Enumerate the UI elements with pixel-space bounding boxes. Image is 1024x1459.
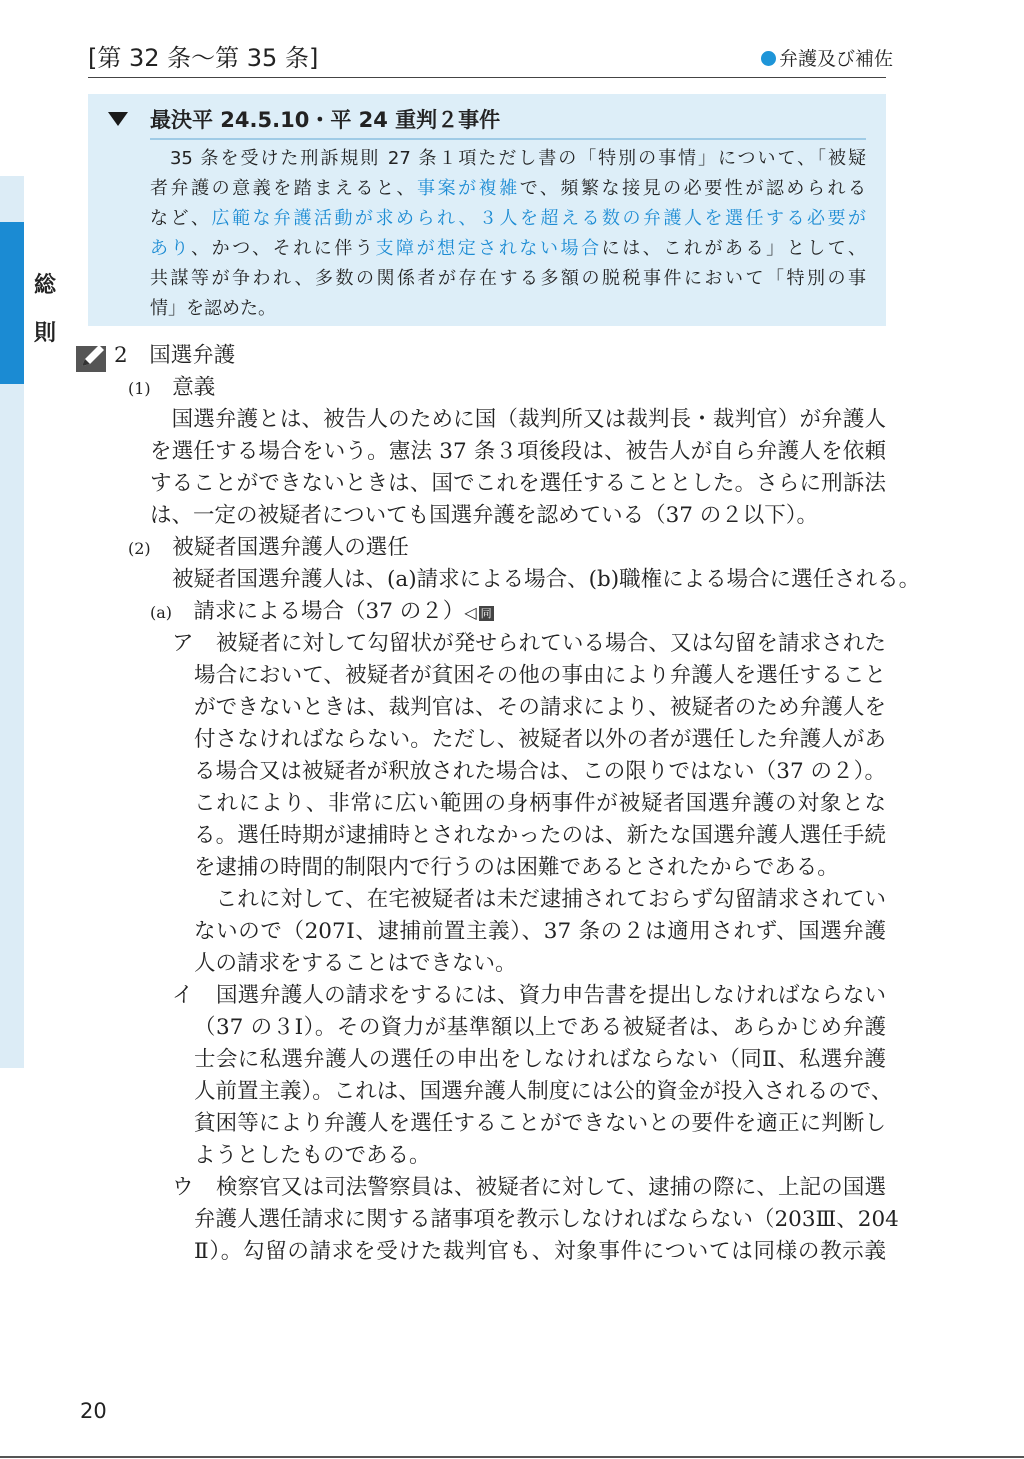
paragraph-line: 国選弁護とは、被告人のために国（裁判所又は裁判長・裁判官）が弁護人: [150, 407, 886, 432]
paragraph-line: ができないときは、裁判官は、その請求により、被疑者のため弁護人を: [194, 695, 886, 720]
paragraph-line: る場合又は被疑者が釈放された場合は、この限りではない（37 の２）。: [194, 759, 886, 784]
case-text: 共謀等が争われ、多数の関係者が存在する多額の脱税事件において「特別の事: [150, 268, 866, 289]
case-highlight-text: 事案が複雑: [417, 178, 520, 199]
section-title: 国選弁護: [149, 343, 236, 368]
subsection-a-heading: [150, 596, 494, 629]
paragraph-line: することができないときは、国でこれを選任することとした。さらに刑訴法: [150, 471, 886, 496]
section-reference: [第 32 条〜第 35 条]: [88, 44, 319, 72]
subsection-2-title: 被疑者国選弁護人の選任: [172, 535, 409, 560]
subsection-a-label: (a): [150, 603, 173, 622]
paragraph-line: を逮捕の時間的制限内で行うのは困難であるとされたからである。: [194, 855, 839, 880]
case-line: [150, 234, 866, 264]
side-tab-label: [28, 262, 62, 358]
case-title-underline: [150, 138, 866, 140]
paragraph-line: これに対して、在宅被疑者は未だ逮捕されておらず勾留請求されてい: [194, 887, 886, 912]
case-text: 、かつ、それに伴う: [191, 238, 376, 259]
topic-dot-icon: [761, 51, 776, 66]
case-text: 35 条を受けた刑訴規則 27 条１項ただし書の「特別の事情」について、「被疑: [150, 148, 866, 169]
paragraph-line: 人前置主義）。これは、国選弁護人制度には公的資金が投入されるので、: [194, 1079, 893, 1104]
subsection-1-label: (1): [128, 379, 151, 398]
paragraph-line: る。選任時期が逮捕時とされなかったのは、新たな国選弁護人選任手続: [194, 823, 886, 848]
paragraph-line: 貧困等により弁護人を選任することができないとの要件を適正に判断し: [194, 1111, 886, 1136]
case-line: [150, 144, 866, 174]
section-heading: [114, 340, 235, 372]
item-i-first-line: 国選弁護人の請求をするには、資力申告書を提出しなければならない: [216, 983, 886, 1008]
case-line: [150, 174, 866, 204]
topic-label: [761, 44, 893, 74]
item-a-marker: ア: [172, 631, 194, 656]
mark-arrow-icon: ◁: [464, 603, 477, 622]
paragraph-line: は、一定の被疑者についても国選弁護を認めている（37 の２以下）。: [150, 503, 819, 528]
paragraph-line: 付さなければならない。ただし、被疑者以外の者が選任した弁護人があ: [194, 727, 886, 752]
header-divider: [88, 77, 886, 78]
paragraph-line: 被疑者国選弁護人は、(a)請求による場合、(b)職権による場合に選任される。: [172, 567, 921, 592]
paragraph-line: 弁護人選任請求に関する諸事項を教示しなければならない（203Ⅲ、204: [194, 1207, 899, 1232]
paragraph-line: ないので（207Ⅰ、逮捕前置主義）、37 条の２は適用されず、国選弁護: [194, 919, 886, 944]
paragraph-line: を選任する場合をいう。憲法 37 条３項後段は、被告人が自ら弁護人を依頼: [150, 439, 886, 464]
subsection-1-title: 意義: [172, 375, 216, 400]
pencil-note-icon: [76, 342, 106, 372]
case-text: 情」を認めた。: [150, 298, 276, 319]
paragraph-line: ようとしたものである。: [194, 1143, 431, 1168]
triangle-down-icon: [108, 112, 128, 126]
side-tab-char: 則: [33, 321, 56, 346]
paragraph-line: Ⅱ）。勾留の請求を受けた裁判官も、対象事件については同様の教示義: [194, 1239, 886, 1264]
paragraph-line: 場合において、被疑者が貧困その他の事由により弁護人を選任すること: [194, 663, 886, 688]
item-u-first-line: 検察官又は司法警察員は、被疑者に対して、逮捕の際に、上記の国選: [216, 1175, 886, 1200]
bottom-border: [0, 1456, 1024, 1458]
subsection-2-heading: [128, 532, 409, 565]
subsection-2-label: (2): [128, 539, 151, 558]
item-i-marker: イ: [172, 983, 194, 1008]
paragraph-line: 士会に私選弁護人の選任の申出をしなければならない（同Ⅱ、私選弁護: [194, 1047, 886, 1072]
case-highlight-text: 支障が想定されない場合: [375, 238, 602, 259]
section-number: 2: [114, 343, 128, 368]
paragraph-line: 人の請求をすることはできない。: [194, 951, 517, 976]
item-a-first-line: 被疑者に対して勾留状が発せられている場合、又は勾留を請求された: [216, 631, 886, 656]
side-tab-marker: [0, 222, 24, 384]
case-text: で、頻繁な接見の必要性が認められる: [519, 178, 867, 199]
item-u-marker: ウ: [172, 1175, 194, 1200]
subsection-1-heading: [128, 372, 215, 405]
case-highlight-text: 広範な弁護活動が求められ、３人を超える数の弁護人を選任する必要が: [211, 208, 867, 229]
case-highlight-text: あり: [150, 238, 192, 259]
same-mark-badge: 同: [480, 607, 492, 620]
page-number: 20: [80, 1399, 107, 1423]
paragraph-line: これにより、非常に広い範囲の身柄事件が被疑者国選弁護の対象とな: [194, 791, 886, 816]
subsection-a-title: 請求による場合（37 の２）: [193, 599, 465, 624]
topic-text: 弁護及び補佐: [779, 48, 894, 70]
case-text: 者弁護の意義を踏まえると、: [150, 178, 418, 199]
case-line: [150, 294, 866, 324]
case-line: [150, 204, 866, 234]
side-tab-char: 総: [33, 273, 56, 298]
case-text: など、: [150, 208, 212, 229]
case-line: [150, 264, 866, 294]
case-text: には、これがある」として、: [601, 238, 867, 259]
case-title: 最決平 24.5.10・平 24 重判２事件: [150, 108, 501, 132]
paragraph-line: （37 の３Ⅰ）。その資力が基準額以上である被疑者は、あらかじめ弁護: [194, 1015, 886, 1040]
